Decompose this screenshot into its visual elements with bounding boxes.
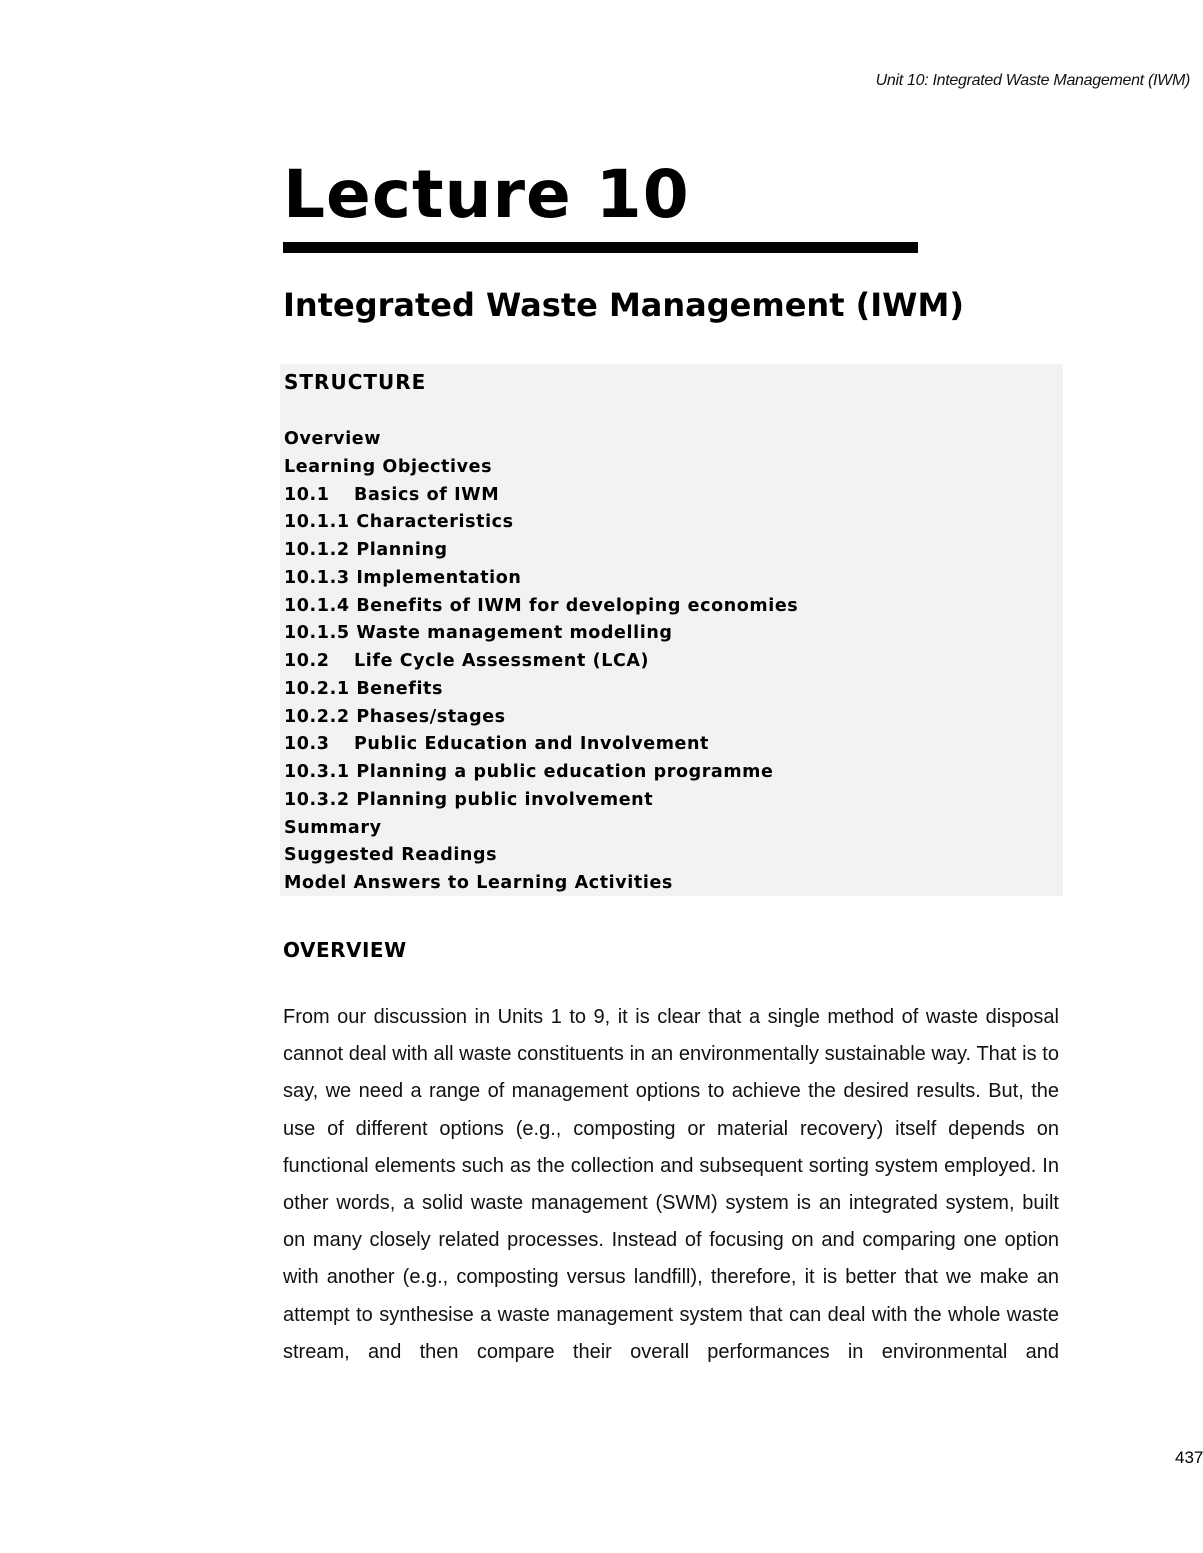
structure-item-label: Model Answers to Learning Activities [284,873,673,893]
overview-paragraph: From our discussion in Units 1 to 9, it is clear that a single method of waste disposal cannot deal with all waste constituents in an environmentally sustainable way. That is to say, we need a range of management options to achieve the desired results. But, the use of different options (e.g., composting or material recovery) itself depends on functional elements such as the collection and subsequent sorting system employed. In other words, a solid waste management (SWM) system is an integrated system, built on many closely related processes. Instead of focusing on and comparing one option with another (e.g., composting versus landfill), therefore, it is better that we make an attempt to synthesise a waste management system that can deal with the whole waste stream, and then compare their overall performances in environmental and [283,1006,1059,1363]
structure-item [284,454,798,482]
structure-item [284,759,798,787]
structure-item-label: Characteristics [356,512,514,533]
structure-item [284,787,798,815]
running-header: Unit 10: Integrated Waste Management (IWM) [875,72,1190,89]
structure-item-label: Public Education and Involvement [354,734,710,755]
structure-item [284,426,798,454]
structure-item-number: 10.1.2 [284,540,350,560]
structure-item-number: 10.2 [284,651,330,671]
structure-item-number: 10.1.4 [284,595,350,616]
structure-item-label: Benefits of IWM for developing economies [356,595,799,616]
structure-item-label: Learning Objectives [284,456,493,477]
structure-item-label: Overview [284,429,382,449]
structure-item-number: 10.3 [284,734,330,755]
structure-item-number: 10.1.3 [284,567,350,588]
structure-item-number: 10.3.2 [284,789,350,810]
structure-item-label: Benefits [356,678,444,699]
structure-item-label: Planning a public education programme [356,762,774,782]
structure-item-label: Waste management modelling [356,623,673,644]
structure-item [284,704,798,732]
structure-item [284,676,798,704]
structure-item [284,565,798,593]
structure-item [284,593,798,621]
structure-item-label: Phases/stages [356,706,506,727]
structure-item-number: 10.1 [284,484,330,505]
structure-item-label: Basics of IWM [354,484,500,505]
structure-item-label: Suggested Readings [284,845,498,866]
unit-title: Integrated Waste Management (IWM) [283,286,964,324]
structure-item [284,842,798,870]
structure-item-label: Summary [284,817,382,838]
page-number: 437 [1175,1448,1203,1467]
structure-item-label: Implementation [356,567,522,588]
structure-item [284,620,798,648]
structure-item [284,870,798,898]
structure-box [280,364,1063,896]
structure-item [284,482,798,510]
structure-item-label: Planning [356,540,448,560]
structure-item [284,648,798,676]
structure-item [284,815,798,843]
structure-item-number: 10.2.1 [284,678,350,699]
structure-item [284,537,798,565]
structure-item [284,509,798,537]
title-rule [283,242,918,253]
structure-list [284,426,798,898]
structure-item-number: 10.1.1 [284,512,350,533]
structure-item-number: 10.1.5 [284,623,350,644]
structure-item-number: 10.2.2 [284,706,350,727]
structure-heading: STRUCTURE [284,370,427,394]
structure-item-label: Life Cycle Assessment (LCA) [354,651,650,671]
lecture-title: Lecture 10 [283,156,690,233]
structure-item [284,731,798,759]
overview-heading: OVERVIEW [283,938,407,962]
structure-item-label: Planning public involvement [356,789,654,810]
structure-item-number: 10.3.1 [284,762,350,782]
